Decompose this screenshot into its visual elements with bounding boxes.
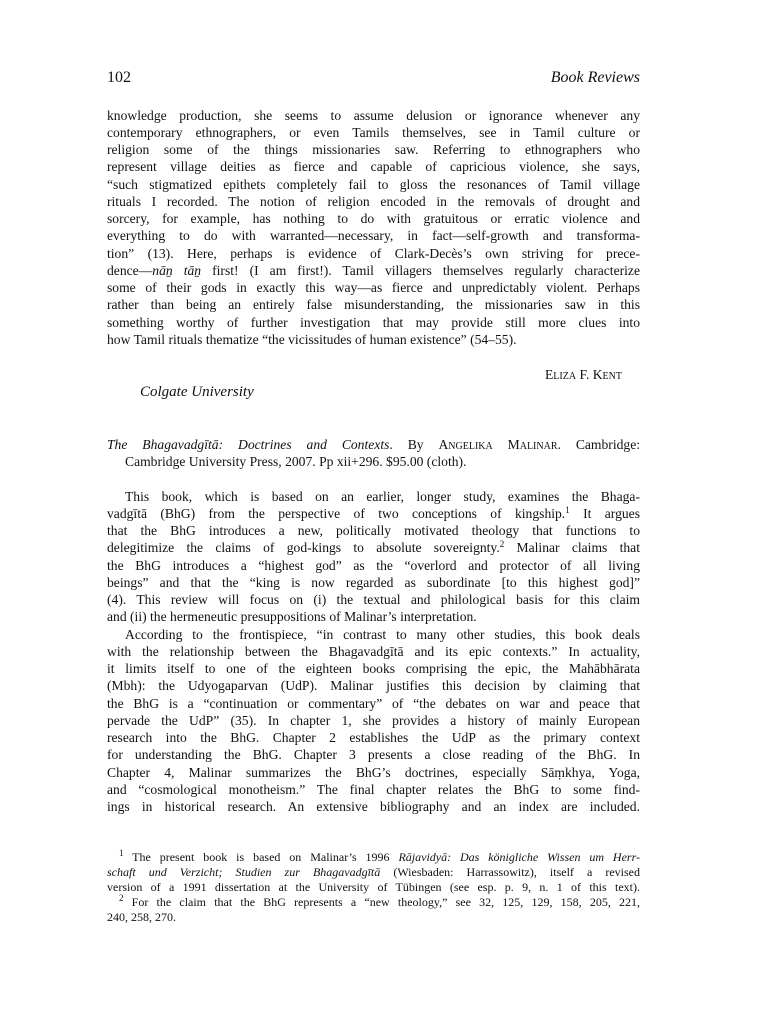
text-run: Malinar claims that xyxy=(504,540,640,555)
footnote-line xyxy=(119,895,640,910)
running-title: Book Reviews xyxy=(550,69,640,86)
body-line: pervade the UdP” (35). In chapter 1, she provides a history of mainly European xyxy=(107,713,640,728)
cited-title: schaft und Verzicht; Studien zur Bhagavadgītā xyxy=(107,865,381,879)
text-run: vadgītā (BhG) from the perspective of two conceptions of kingship. xyxy=(107,506,566,521)
text-run: It argues xyxy=(569,506,640,521)
text-run: The present book is based on Malinar’s 1996 xyxy=(123,850,399,864)
body-line: it limits itself to one of the eighteen books comprising the epic, the Mahābhārata xyxy=(107,661,640,676)
body-line: tion” (13). Here, perhaps is evidence of Clark-Decès’s own striving for prece- xyxy=(107,246,640,261)
footnote-line xyxy=(119,850,640,865)
body-line: According to the frontispiece, “in contrast to many other studies, this book deals xyxy=(125,627,640,642)
text-run: delegitimize the claims of god-kings to absolute sovereignty. xyxy=(107,540,500,555)
footnote-line: version of a 1991 dissertation at the University of Tübingen (see esp. p. 9, n. 1 of this text). xyxy=(107,880,640,894)
body-line: Chapter 4, Malinar summarizes the BhG’s doctrines, especially Sāṃkhya, Yoga, xyxy=(107,765,640,780)
body-line xyxy=(107,262,640,279)
reviewer-name: Eliza F. Kent xyxy=(545,367,622,382)
body-line: represent village deities as fierce and capable of capricious violence, she says, xyxy=(107,159,640,174)
body-line: for understanding the BhG. Chapter 3 presents a close reading of the BhG. In xyxy=(107,747,640,762)
text-run: For the claim that the BhG represents a “new theology,” see 32, 125, 129, 158, 205, 221, xyxy=(123,895,640,909)
body-line: the BhG is a “continuation or commentary” of “the debates on war and peace that xyxy=(107,696,640,711)
body-line: (4). This review will focus on (i) the textual and philological basis for this claim xyxy=(107,592,640,607)
body-line: everything to do with warranted—necessary, in fact—self-growth and transforma- xyxy=(107,228,640,243)
body-line: something worthy of further investigation that may provide still more clues into xyxy=(107,315,640,330)
body-line: how Tamil rituals thematize “the vicissitudes of human existence” (54–55). xyxy=(107,332,517,347)
page-number: 102 xyxy=(107,69,131,86)
body-line: and (ii) the hermeneutic presuppositions of Malinar’s interpretation. xyxy=(107,609,477,624)
body-line: that the BhG introduces a new, politically motivated theology that functions to xyxy=(107,523,640,538)
footnote-marker: 1 xyxy=(119,848,124,858)
footnote-ref: 1 xyxy=(565,505,570,515)
body-line: sorcery, for example, has nothing to do with gratuitous or erratic violence and xyxy=(107,211,640,226)
body-line: (Mbh): the Udyogaparvan (UdP). Malinar justifies this decision by claiming that xyxy=(107,678,640,693)
body-line: and “cosmological monotheism.” The final chapter relates the BhG to some find- xyxy=(107,782,640,797)
citation-line xyxy=(107,436,640,453)
body-line: This book, which is based on an earlier, longer study, examines the Bhaga- xyxy=(125,489,640,504)
footnote-marker: 2 xyxy=(119,893,124,903)
body-line xyxy=(107,539,640,556)
text-run: dence— xyxy=(107,263,153,278)
text-run: first! (I am first!). Tamil villagers themselves regularly characterize xyxy=(201,263,640,278)
tamil-phrase: nāṉ tāṉ xyxy=(152,263,202,278)
reviewer-affiliation: Colgate University xyxy=(140,384,254,400)
text-run: (Wiesbaden: Harrassowitz), itself a revised xyxy=(380,865,641,879)
body-line: contemporary ethnographers, or even Tamils themselves, see in Tamil culture or xyxy=(107,125,640,140)
footnote-line: 240, 258, 270. xyxy=(107,910,176,924)
footnote-line xyxy=(107,865,640,880)
footnote-ref: 2 xyxy=(499,539,505,549)
book-author: Angelika Malinar xyxy=(438,437,558,452)
text-run: . By xyxy=(389,437,439,452)
cited-title: Rājavidyā: Das königliche Wissen um Herr- xyxy=(398,850,640,864)
book-title: The Bhagavadgītā: Doctrines and Contexts xyxy=(107,437,390,452)
body-line: rituals I recorded. The notion of religion encoded in the removals of drought and xyxy=(107,194,640,209)
body-line: “such stigmatized epithets completely fail to gloss the resonances of Tamil village xyxy=(107,177,640,192)
body-line: beings” and that the “king is now regarded as subordinate [to this highest god]” xyxy=(107,575,640,590)
body-line: some of their gods in exactly this way—as fierce and unpredictably violent. Perhaps xyxy=(107,280,640,295)
body-line: with the relationship between the Bhagavadgītā and its epic contexts.” In actuality, xyxy=(107,644,640,659)
body-line: rather than being an entirely false misunderstanding, the missionaries saw in this xyxy=(107,297,640,312)
body-line: the BhG introduces a “highest god” as the “overlord and protector of all living xyxy=(107,558,640,573)
body-line: research into the BhG. Chapter 2 establishes the UdP as the primary context xyxy=(107,730,640,745)
body-line: knowledge production, she seems to assume delusion or ignorance whenever any xyxy=(107,108,640,123)
body-line: religion some of the things missionaries saw. Referring to ethnographers who xyxy=(107,142,640,157)
text-run: . Cambridge: xyxy=(557,437,641,452)
body-line xyxy=(107,505,640,522)
page-header xyxy=(107,66,640,90)
body-line: ings in historical research. An extensive bibliography and an index are included. xyxy=(107,799,640,814)
citation-line: Cambridge University Press, 2007. Pp xii+296. $95.00 (cloth). xyxy=(125,454,467,469)
